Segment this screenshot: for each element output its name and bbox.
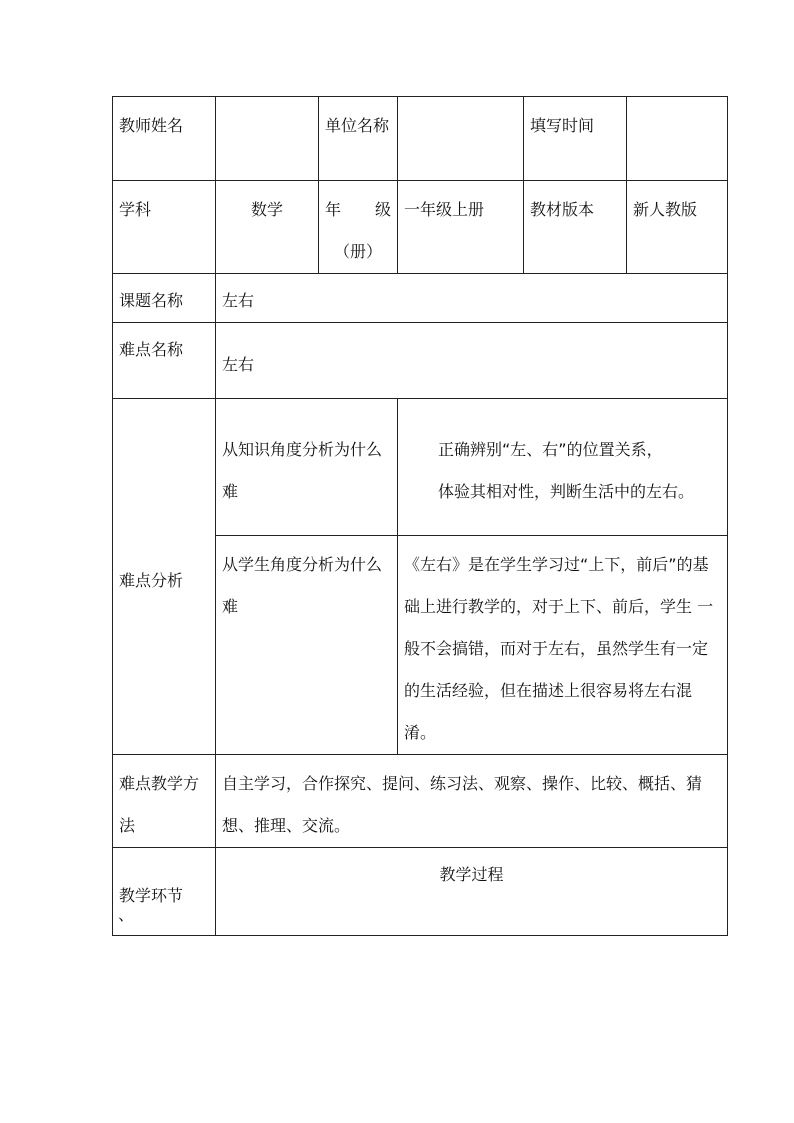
grade-value: 一年级上册 [398, 181, 524, 274]
unit-name-label: 单位名称 [319, 97, 398, 181]
teaching-process-label: 教学过程 [216, 848, 728, 936]
edition-value: 新人教版 [627, 181, 728, 274]
knowledge-angle-text [398, 399, 728, 536]
topic-row [113, 274, 728, 323]
fill-date-value [627, 97, 728, 181]
student-angle-text: 《左右》是在学生学习过“上下，前后”的基础上进行教学的，对于上下、前后，学生 一般不会搞错，而对于左右，虽然学生有一定的生活经验，但在描述上很容易将左右混淆。 [398, 536, 728, 755]
knowledge-line-1: 正确辨别“左、右”的位置关系， [438, 440, 663, 459]
unit-name-value [398, 97, 524, 181]
teaching-row [113, 848, 728, 936]
teaching-stage-label: 教学环节 [113, 848, 216, 936]
subject-row [113, 181, 728, 274]
fill-date-label: 填写时间 [524, 97, 627, 181]
header-row [113, 97, 728, 181]
difficulty-value: 左右 [216, 323, 728, 399]
grade-label-part2: 级 [374, 200, 391, 219]
grade-label-line1 [325, 189, 391, 231]
grade-label-line2: （册） [333, 242, 382, 261]
subject-label: 学科 [113, 181, 216, 274]
method-value: 自主学习，合作探究、提问、练习法、观察、操作、比较、概括、猜想、推理、交流。 [216, 755, 728, 848]
difficulty-label: 难点名称 [113, 323, 216, 399]
knowledge-angle-label: 从知识角度分析为什么难 [216, 399, 398, 536]
teacher-name-label: 教师姓名 [113, 97, 216, 181]
subject-value: 数学 [216, 181, 319, 274]
method-row [113, 755, 728, 848]
knowledge-line-2: 体验其相对性，判断生活中的左右。 [438, 482, 695, 501]
lesson-plan-table [112, 96, 728, 936]
topic-value: 左右 [216, 274, 728, 323]
edition-label: 教材版本 [524, 181, 627, 274]
analysis-row-knowledge [113, 399, 728, 536]
difficulty-row [113, 323, 728, 399]
teacher-name-value [216, 97, 319, 181]
method-label: 难点教学方法 [113, 755, 216, 848]
grade-label [319, 181, 398, 274]
stray-mark: 、 [118, 905, 135, 924]
student-angle-label: 从学生角度分析为什么难 [216, 536, 398, 755]
topic-label: 课题名称 [113, 274, 216, 323]
grade-label-part1: 年 [325, 200, 342, 219]
analysis-label: 难点分析 [113, 399, 216, 755]
